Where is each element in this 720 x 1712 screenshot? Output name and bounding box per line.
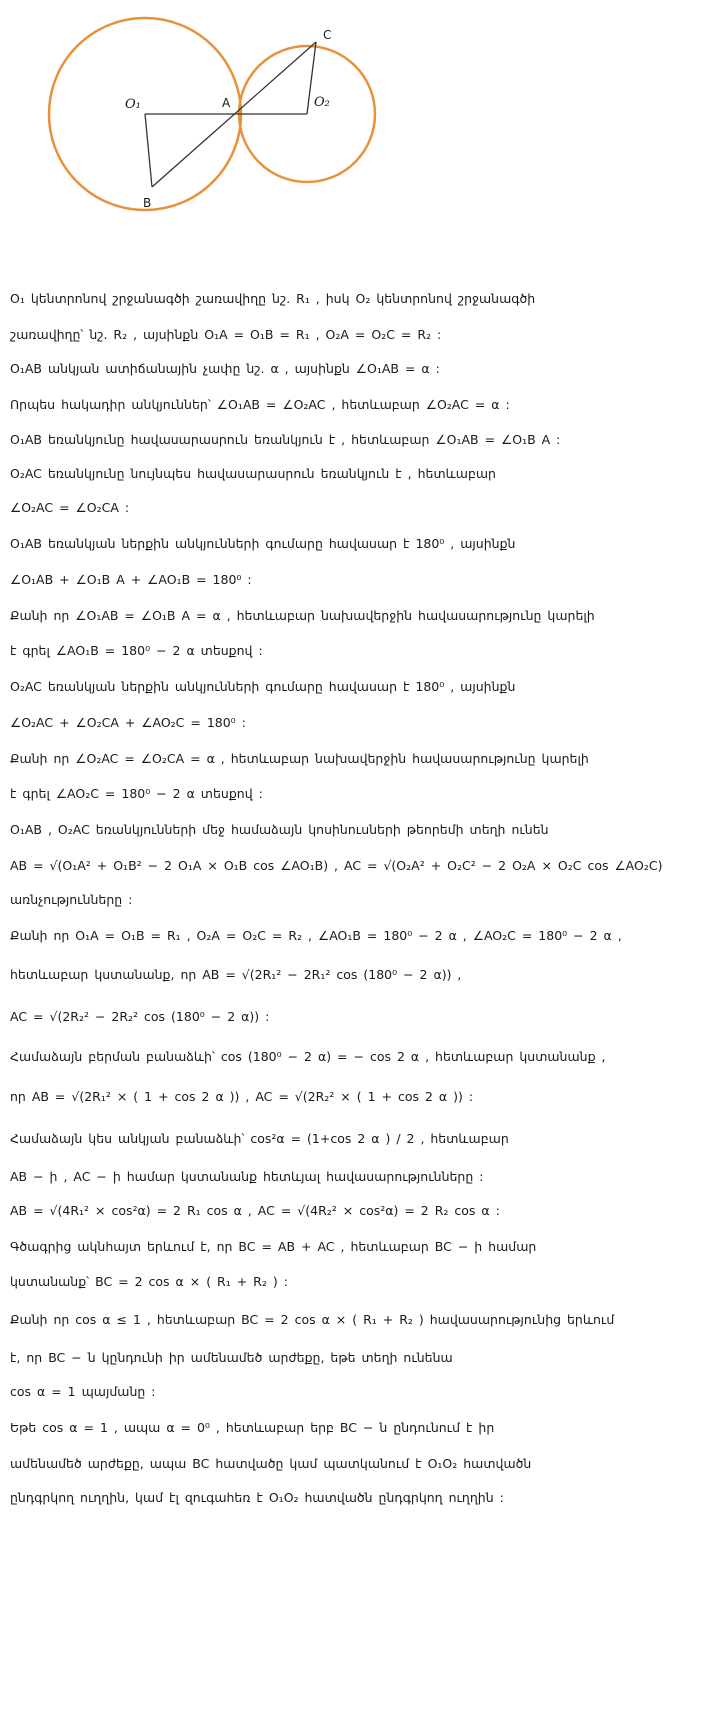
text-line: Որպես հակադիր անկյուններ՝ ∠O₁AB = ∠O₂AC , հետևաբար ∠O₂AC = α : <box>10 396 510 412</box>
text-line: որ AB = √(2R₁² × ( 1 + cos 2 α )) , AC = √(2R₂² × ( 1 + cos 2 α )) : <box>10 1088 474 1104</box>
text-line: AB − ի , AC − ի համար կստանանք հետևյալ հավասարությունները : <box>10 1168 484 1184</box>
text-line: Քանի որ O₁A = O₁B = R₁ , O₂A = O₂C = R₂ , ∠AO₁B = 180⁰ − 2 α , ∠AO₂C = 180⁰ − 2 α , <box>10 927 622 943</box>
text-line: է գրել ∠AO₂C = 180⁰ − 2 α տեսքով : <box>10 786 263 801</box>
text-line: O₁AB , O₂AC եռանկյունների մեջ համաձայն կոսինուսների թեորեմի տեղի ունեն <box>10 822 549 837</box>
label-c: C <box>323 28 332 42</box>
text-line: Եթե cos α = 1 , ապա α = 0⁰ , հետևաբար երբ BC − ն ընդունում է իր <box>10 1420 495 1435</box>
solution-text <box>10 280 706 1515</box>
text-line: Քանի որ ∠O₂AC = ∠O₂CA = α , հետևաբար նախավերջին հավասարությունը կարելի <box>10 750 589 766</box>
text-line: AB = √(O₁A² + O₁B² − 2 O₁A × O₁B cos ∠AO₁B) , AC = √(O₂A² + O₂C² − 2 O₂A × O₂C cos ∠AO₂C) <box>10 857 663 873</box>
text-line: AC = √(2R₂² − 2R₂² cos (180⁰ − 2 α)) : <box>10 1009 270 1024</box>
label-o2: O₂ <box>314 95 330 110</box>
text-line: O₂AC եռանկյունը նույնպես հավասարասրուն եռանկյուն է , հետևաբար <box>10 466 496 481</box>
text-line: ∠O₁AB + ∠O₁B A + ∠AO₁B = 180⁰ : <box>10 571 252 587</box>
label-b: B <box>143 196 152 210</box>
text-line: կստանանք՝ BC = 2 cos α × ( R₁ + R₂ ) : <box>10 1274 288 1289</box>
label-o1: O₁ <box>125 97 141 112</box>
text-line: հետևաբար կստանանք, որ AB = √(2R₁² − 2R₁² cos (180⁰ − 2 α)) , <box>10 967 462 982</box>
text-line: է, որ BC − ն կընդունի իր ամենամեծ արժեքը, եթե տեղի ունենա <box>10 1350 453 1365</box>
text-line: ∠O₂AC + ∠O₂CA + ∠AO₂C = 180⁰ : <box>10 714 246 730</box>
segment-o1-b <box>145 114 152 187</box>
text-line: O₁AB եռանկյունը հավասարասրուն եռանկյուն է , հետևաբար ∠O₁AB = ∠O₁B A : <box>10 432 561 447</box>
text-line: Համաձայն կես անկյան բանաձևի՝ cos²α = (1+cos 2 α ) / 2 , հետևաբար <box>10 1130 509 1146</box>
text-line: ընդգրկող ուղղին, կամ էլ զուգահեռ է O₁O₂ հատվածն ընդգրկող ուղղին : <box>10 1489 504 1505</box>
text-line: O₁AB եռանկյան ներքին անկյունների գումարը հավասար է 180⁰ , այսինքն <box>10 536 516 551</box>
text-line: AB = √(4R₁² × cos²α) = 2 R₁ cos α , AC = √(4R₂² × cos²α) = 2 R₂ cos α : <box>10 1202 500 1218</box>
text-line: O₁AB անկյան ատիճանային չափը նշ. α , այսինքն ∠O₁AB = α : <box>10 360 440 376</box>
text-line: Քանի որ cos α ≤ 1 , հետևաբար BC = 2 cos α × ( R₁ + R₂ ) հավասարությունից երևում <box>10 1312 615 1327</box>
text-line: առնչությունները : <box>10 891 133 907</box>
text-line: Գծագրից ակնհայտ երևում է, որ BC = AB + AC , հետևաբար BC − ի համար <box>10 1238 537 1254</box>
text-line: O₂AC եռանկյան ներքին անկյունների գումարը հավասար է 180⁰ , այսինքն <box>10 679 516 694</box>
text-line: O₁ կենտրոնով շրջանագծի շառավիղը նշ. R₁ , իսկ O₂ կենտրոնով շրջանագծի <box>10 291 536 306</box>
text-line: Քանի որ ∠O₁AB = ∠O₁B A = α , հետևաբար նախավերջին հավասարությունը կարելի <box>10 607 595 623</box>
label-a: A <box>222 96 231 110</box>
text-line: cos α = 1 պայմանը : <box>10 1384 156 1399</box>
text-line: է գրել ∠AO₁B = 180⁰ − 2 α տեսքով : <box>10 643 263 658</box>
text-line: ամենամեծ արժեքը, ապա BC հատվածը կամ պատկանում է O₁O₂ հատվածն <box>10 1455 532 1471</box>
text-line: ∠O₂AC = ∠O₂CA : <box>10 500 130 515</box>
text-line: շառավիղը՝ նշ. R₂ , այսինքն O₁A = O₁B = R₁ , O₂A = O₂C = R₂ : <box>10 326 442 342</box>
geometry-figure <box>0 0 720 250</box>
text-line: Համաձայն բերման բանաձևի՝ cos (180⁰ − 2 α) = − cos 2 α , հետևաբար կստանանք , <box>10 1049 606 1064</box>
